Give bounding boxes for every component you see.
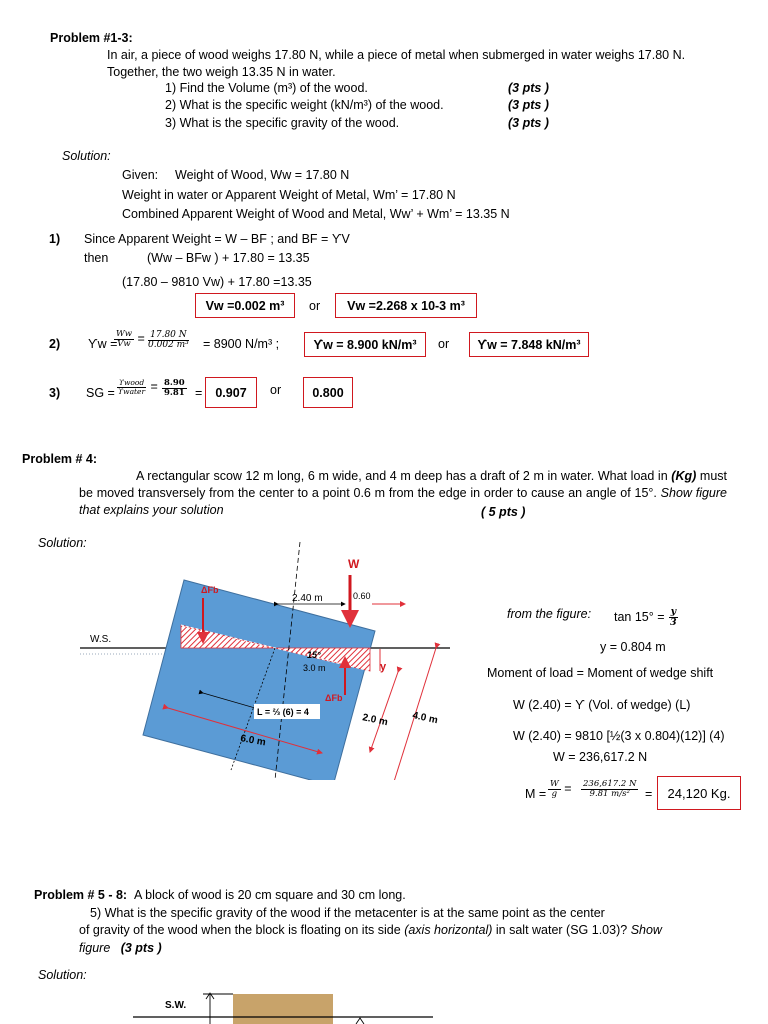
scow-body	[143, 580, 375, 780]
problem-1-3-line1: In air, a piece of wood weighs 17.80 N, while a piece of metal when submerged in water weighs 17.80 N.	[107, 48, 686, 62]
step-1-number: 1)	[49, 232, 61, 246]
mass-lhs: M =	[525, 787, 547, 801]
label-l: L = ⅔ (6) = 4	[257, 707, 309, 717]
label-w: W	[348, 557, 360, 571]
question-1-points: (3 pts )	[508, 81, 549, 95]
label-20: 2.0 m	[361, 712, 389, 729]
given-label: Given:	[122, 168, 159, 182]
moment-statement: Moment of load = Moment of wedge shift	[487, 666, 714, 680]
answer-specific-weight-box: ϒw = 8.900 kN/m³	[304, 332, 426, 357]
solution-label-2: Solution:	[38, 536, 87, 550]
scow-figure	[0, 530, 480, 780]
label-y: y	[380, 661, 387, 673]
step-3-fraction-2: $\frac{8.90}{9.81}$	[164, 378, 185, 398]
label-60: 6.0 m	[239, 733, 267, 749]
problem-5-8-line3: of gravity of the wood when the block is floating on its side (axis horizontal) in salt water (SG 1.03)? Show	[79, 923, 662, 937]
wood-block-figure	[0, 985, 480, 1024]
step-1-equation-2: (17.80 – 9810 Vw) + 17.80 =13.35	[122, 275, 312, 289]
dim-20	[370, 672, 398, 752]
y-result: y = 0.804 m	[600, 640, 666, 654]
step-2-result: = 8900 N/m³ ;	[203, 337, 280, 351]
label-sw: S.W.	[165, 1000, 187, 1011]
solution-label-3: Solution:	[38, 968, 87, 982]
given-2: Weight in water or Apparent Weight of Metal, Wm’ = 17.80 N	[122, 188, 456, 202]
mass-fraction-1: $\frac{W}{g}$ =	[550, 779, 572, 799]
problem-4-title: Problem # 4:	[22, 452, 98, 466]
problem-1-3-title: Problem #1-3:	[50, 31, 133, 45]
problem-5-8-line4: figure (3 pts )	[79, 941, 162, 955]
question-2: 2) What is the specific weight (kN/m³) of the wood.	[165, 98, 444, 112]
problem-5-8-line2: 5) What is the specific gravity of the wood if the metacenter is at the same point as the center	[90, 906, 605, 920]
question-2-points: (3 pts )	[508, 98, 549, 112]
answer-volume-box: Vw =0.002 m³	[195, 293, 295, 318]
problem-5-8-line1: Problem # 5 - 8: A block of wood is 20 cm square and 30 cm long.	[34, 888, 406, 902]
label-060: 0.60	[353, 591, 371, 601]
label-dfb-right: ΔFb	[325, 693, 343, 703]
label-30: 3.0 m	[303, 663, 326, 673]
step-1-then: then	[84, 251, 109, 265]
answer-sg-alt-box: 0.800	[303, 377, 353, 408]
question-3-points: (3 pts )	[508, 116, 549, 130]
or-label-3: or	[270, 383, 282, 397]
answer-mass-box: 24,120 Kg.	[657, 776, 741, 810]
problem-4-statement: A rectangular scow 12 m long, 6 m wide, and 4 m deep has a draft of 2 m in water. What load in (Kg) must be moved transversely from the center to a point 0.6 m from the edge in order to cause an angle of 15°. Show figure that explains your solution	[79, 469, 727, 517]
step-2-fraction-1: $\frac{Ww}{Vw}$ =	[116, 329, 145, 349]
step-2-fraction-2: $\frac{17.80 N}{\text{0.002 m³}}$	[148, 330, 189, 351]
question-3: 3) What is the specific gravity of the wood.	[165, 116, 400, 130]
given-1: Weight of Wood, Ww = 17.80 N	[175, 168, 350, 182]
tan-equation: tan 15° = $\frac{y}{3}$	[614, 606, 677, 628]
answer-sg-box: 0.907	[205, 377, 257, 408]
weight-result: W = 236,617.2 N	[553, 750, 648, 764]
solution-label-1: Solution:	[62, 149, 111, 163]
problem-4-points: ( 5 pts )	[481, 505, 526, 519]
mass-equals: =	[645, 787, 653, 801]
step-3-number: 3)	[49, 386, 61, 400]
given-3: Combined Apparent Weight of Wood and Metal, Ww’ + Wm’ = 13.35 N	[122, 207, 510, 221]
step-2-number: 2)	[49, 337, 61, 351]
moment-equation-2: W (2.40) = 9810 [½(3 x 0.804)(12)] (4)	[513, 729, 725, 743]
or-label-2: or	[438, 337, 450, 351]
step-1-statement: Since Apparent Weight = W – BF ; and BF = ϒV	[84, 232, 350, 246]
step-3-fraction-1: $\frac{\text{ϒwood}}{\text{ϒwater}}$ =	[118, 378, 158, 396]
answer-volume-alt-box: Vw =2.268 x 10-3 m³	[335, 293, 477, 318]
mass-fraction-2: $\frac{236,617.2 N}{\text{9.81 m/s²}}$	[583, 779, 637, 799]
or-label-1: or	[309, 299, 321, 313]
label-angle: 15°	[307, 650, 321, 660]
step-1-equation-1: (Ww – BFw ) + 17.80 = 13.35	[147, 251, 310, 265]
problem-1-3-line2: Together, the two weigh 13.35 N in water.	[107, 65, 336, 79]
label-dfb-left: ΔFb	[201, 585, 219, 595]
step-2-lhs: ϒw =	[88, 337, 118, 351]
wood-block	[233, 994, 333, 1024]
step-3-lhs: SG =	[86, 386, 115, 400]
label-40: 4.0 m	[411, 710, 439, 727]
moment-equation-1: W (2.40) = ϒ (Vol. of wedge) (L)	[513, 698, 691, 712]
from-figure-label: from the figure:	[507, 607, 592, 621]
step-3-equals: =	[195, 386, 203, 400]
label-ws: W.S.	[90, 634, 112, 645]
question-1: 1) Find the Volume (m³) of the wood.	[165, 81, 368, 95]
answer-specific-weight-alt-box: ϒw = 7.848 kN/m³	[469, 332, 589, 357]
label-240: 2.40 m	[292, 593, 323, 604]
draft-arrow	[356, 1018, 364, 1024]
